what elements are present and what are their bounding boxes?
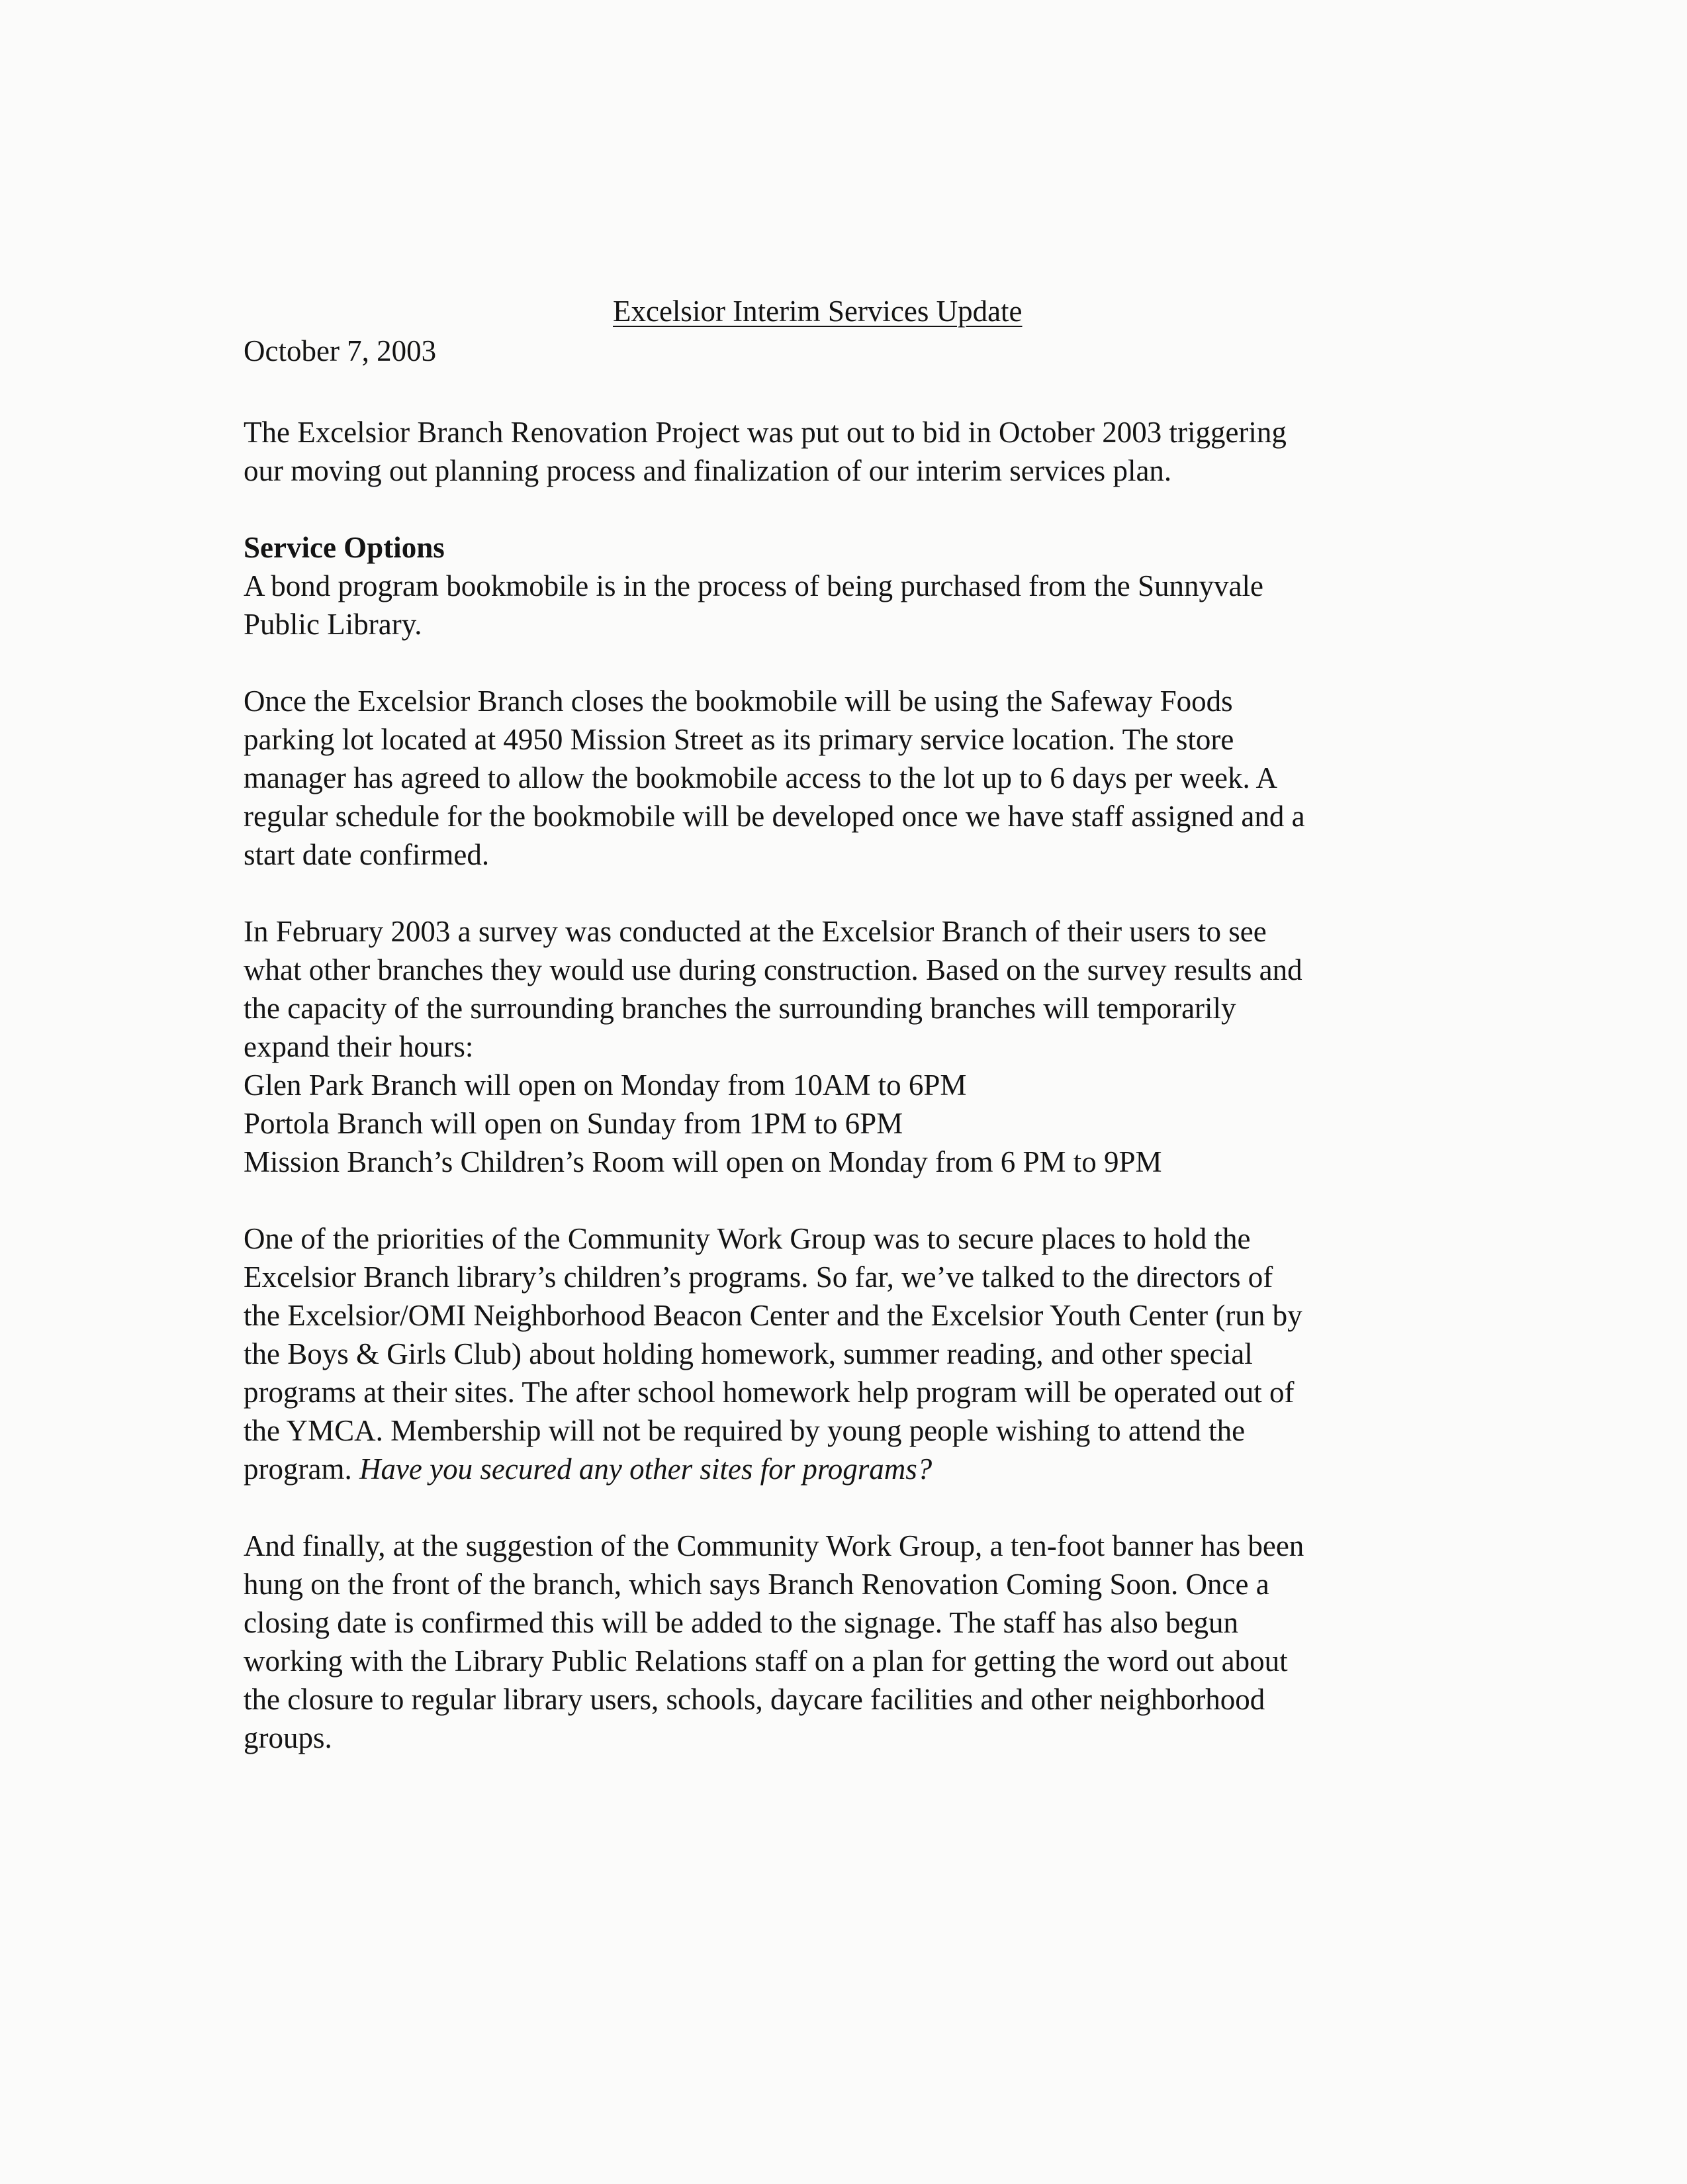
branch-hours-line: Portola Branch will open on Sunday from 1PM to 6PM	[244, 1107, 903, 1140]
paragraph-line: Excelsior Branch library’s children’s programs. So far, we’ve talked to the directors of	[244, 1260, 1273, 1294]
paragraph-line: working with the Library Public Relations staff on a plan for getting the word out about	[244, 1644, 1288, 1678]
paragraph-line: The Excelsior Branch Renovation Project was put out to bid in October 2003 triggering	[244, 416, 1287, 449]
section-heading: Service Options	[244, 531, 445, 564]
paragraph-line: parking lot located at 4950 Mission Street as its primary service location. The store	[244, 723, 1234, 756]
paragraph-line: And finally, at the suggestion of the Community Work Group, a ten-foot banner has been	[244, 1529, 1304, 1562]
programs-paragraph	[244, 1219, 1461, 1488]
paragraph-line: A bond program bookmobile is in the process of being purchased from the Sunnyvale	[244, 569, 1263, 602]
branch-hours-line: Mission Branch’s Children’s Room will open on Monday from 6 PM to 9PM	[244, 1145, 1162, 1178]
branch-hours-line: Glen Park Branch will open on Monday from 10AM to 6PM	[244, 1068, 967, 1102]
italic-question: Have you secured any other sites for programs?	[359, 1452, 933, 1486]
paragraph-line: regular schedule for the bookmobile will be developed once we have staff assigned and a	[244, 800, 1305, 833]
paragraph-line: closing date is confirmed this will be added to the signage. The staff has also begun	[244, 1606, 1238, 1639]
paragraph-line: One of the priorities of the Community Work Group was to secure places to hold the	[244, 1222, 1251, 1255]
paragraph-line: manager has agreed to allow the bookmobile access to the lot up to 6 days per week. A	[244, 761, 1278, 794]
paragraph-line: the Excelsior/OMI Neighborhood Beacon Center and the Excelsior Youth Center (run by	[244, 1299, 1302, 1332]
paragraph-line: In February 2003 a survey was conducted at the Excelsior Branch of their users to see	[244, 915, 1267, 948]
paragraph-line: programs at their sites. The after school homework help program will be operated out of	[244, 1376, 1295, 1409]
paragraph-line: Public Library.	[244, 608, 422, 641]
paragraph-line: start date confirmed.	[244, 838, 490, 871]
paragraph-line: the YMCA. Membership will not be required by young people wishing to attend the	[244, 1414, 1246, 1447]
paragraph-line: hung on the front of the branch, which says Branch Renovation Coming Soon. Once a	[244, 1568, 1269, 1601]
intro-paragraph	[244, 413, 1461, 490]
signage-paragraph	[244, 1527, 1461, 1757]
paragraph-line: the Boys & Girls Club) about holding homework, summer reading, and other special	[244, 1337, 1253, 1370]
document-title: Excelsior Interim Services Update	[613, 295, 1023, 328]
service-options-section	[244, 528, 1461, 643]
paragraph-line: groups.	[244, 1721, 332, 1754]
paragraph-line: what other branches they would use during construction. Based on the survey results and	[244, 953, 1302, 986]
survey-paragraph	[244, 912, 1461, 1181]
paragraph-line: the closure to regular library users, schools, daycare facilities and other neighborhood	[244, 1683, 1265, 1716]
paragraph-text: program.	[244, 1452, 359, 1486]
bookmobile-location-paragraph	[244, 682, 1461, 874]
paragraph-line	[244, 1450, 1461, 1488]
paragraph-line: the capacity of the surrounding branches the surrounding branches will temporarily	[244, 992, 1236, 1025]
paragraph-line: expand their hours:	[244, 1030, 474, 1063]
paragraph-line: Once the Excelsior Branch closes the bookmobile will be using the Safeway Foods	[244, 685, 1233, 718]
document-date: October 7, 2003	[244, 334, 437, 367]
paragraph-line: our moving out planning process and finalization of our interim services plan.	[244, 454, 1172, 487]
